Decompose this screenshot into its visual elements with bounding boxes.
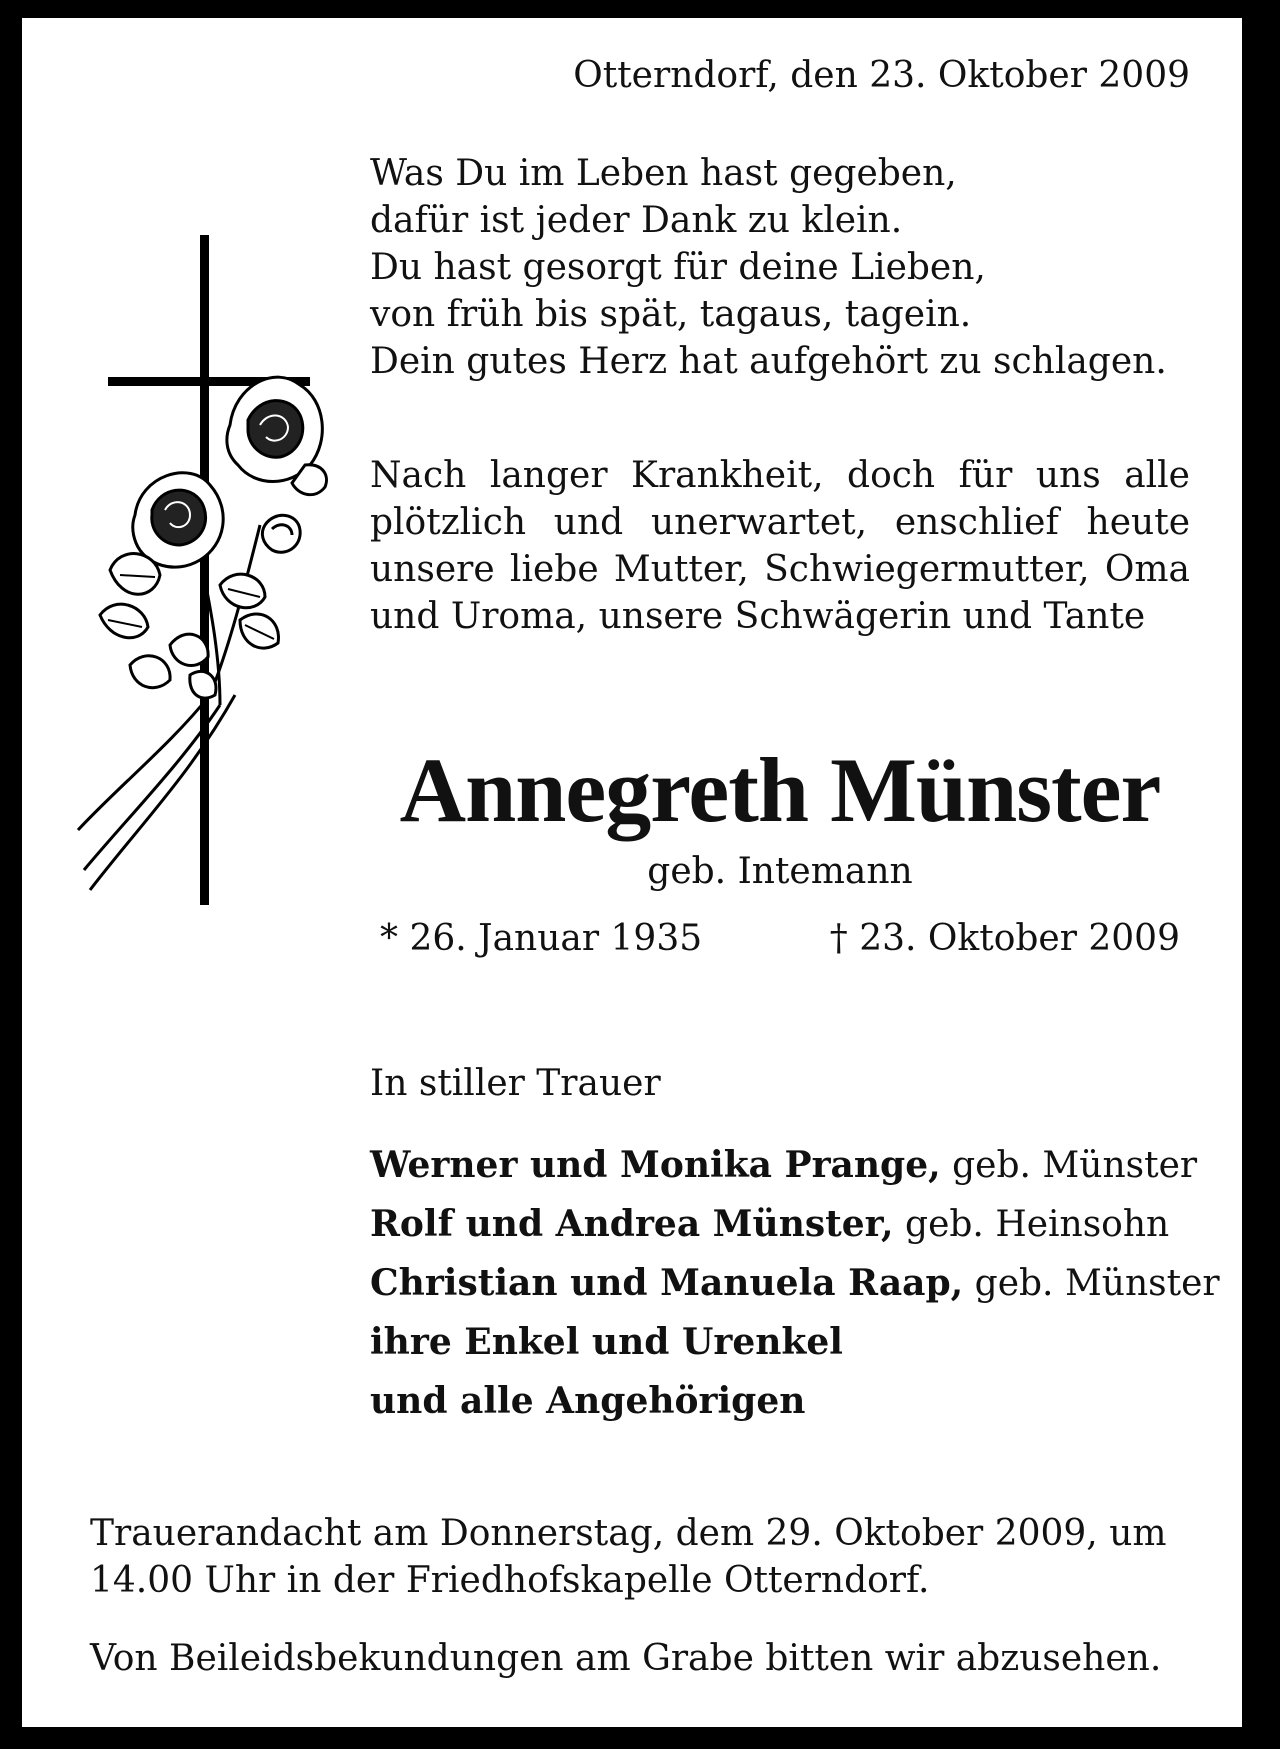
family-names: und alle Angehörigen: [370, 1380, 806, 1422]
death-announcement: Nach langer Krankheit, doch für uns alle plötzlich und unerwartet, enschlief heute unsere liebe Mutter, Schwiegermutter, Oma und Uroma, unsere Schwägerin und Tante: [370, 455, 1190, 637]
poem-line: Was Du im Leben hast gegeben,: [370, 153, 957, 194]
maiden-name: geb. Intemann: [647, 851, 913, 892]
poem-line: Dein gutes Herz hat aufgehört zu schlagen.: [370, 341, 1167, 382]
family-names: Werner und Monika Prange,: [370, 1144, 941, 1186]
family-entry: [370, 1313, 1200, 1372]
poem-line: dafür ist jeder Dank zu klein.: [370, 200, 903, 241]
poem-line: Du hast gesorgt für deine Lieben,: [370, 247, 986, 288]
memorial-service-info: Trauerandacht am Donnerstag, dem 29. Oktober 2009, um 14.00 Uhr in der Friedhofskapelle Otterndorf.: [90, 1513, 1167, 1601]
mourning-intro: In stiller Trauer: [370, 1063, 661, 1104]
family-note: geb. Münster: [952, 1145, 1198, 1186]
family-entry: [370, 1372, 1200, 1431]
death-date: † 23. Oktober 2009: [829, 918, 1180, 959]
poem-line: von früh bis spät, tagaus, tagein.: [370, 294, 972, 335]
family-names: ihre Enkel und Urenkel: [370, 1321, 843, 1363]
family-entry: [370, 1195, 1200, 1254]
place-and-date: Otterndorf, den 23. Oktober 2009: [573, 55, 1190, 96]
family-list: [370, 1136, 1220, 1431]
family-names: Rolf und Andrea Münster,: [370, 1203, 894, 1245]
condolence-note: Von Beileidsbekundungen am Grabe bitten wir abzusehen.: [90, 1638, 1162, 1679]
cross-with-roses-icon: [60, 225, 340, 925]
family-names: Christian und Manuela Raap,: [370, 1262, 964, 1304]
family-note: geb. Münster: [974, 1263, 1220, 1304]
family-entry: [370, 1136, 1200, 1195]
birth-date: * 26. Januar 1935: [380, 918, 703, 959]
family-entry: [370, 1254, 1220, 1313]
deceased-name: Annegreth Münster: [399, 739, 1161, 841]
memorial-poem: [370, 150, 1190, 385]
family-note: geb. Heinsohn: [905, 1204, 1170, 1245]
